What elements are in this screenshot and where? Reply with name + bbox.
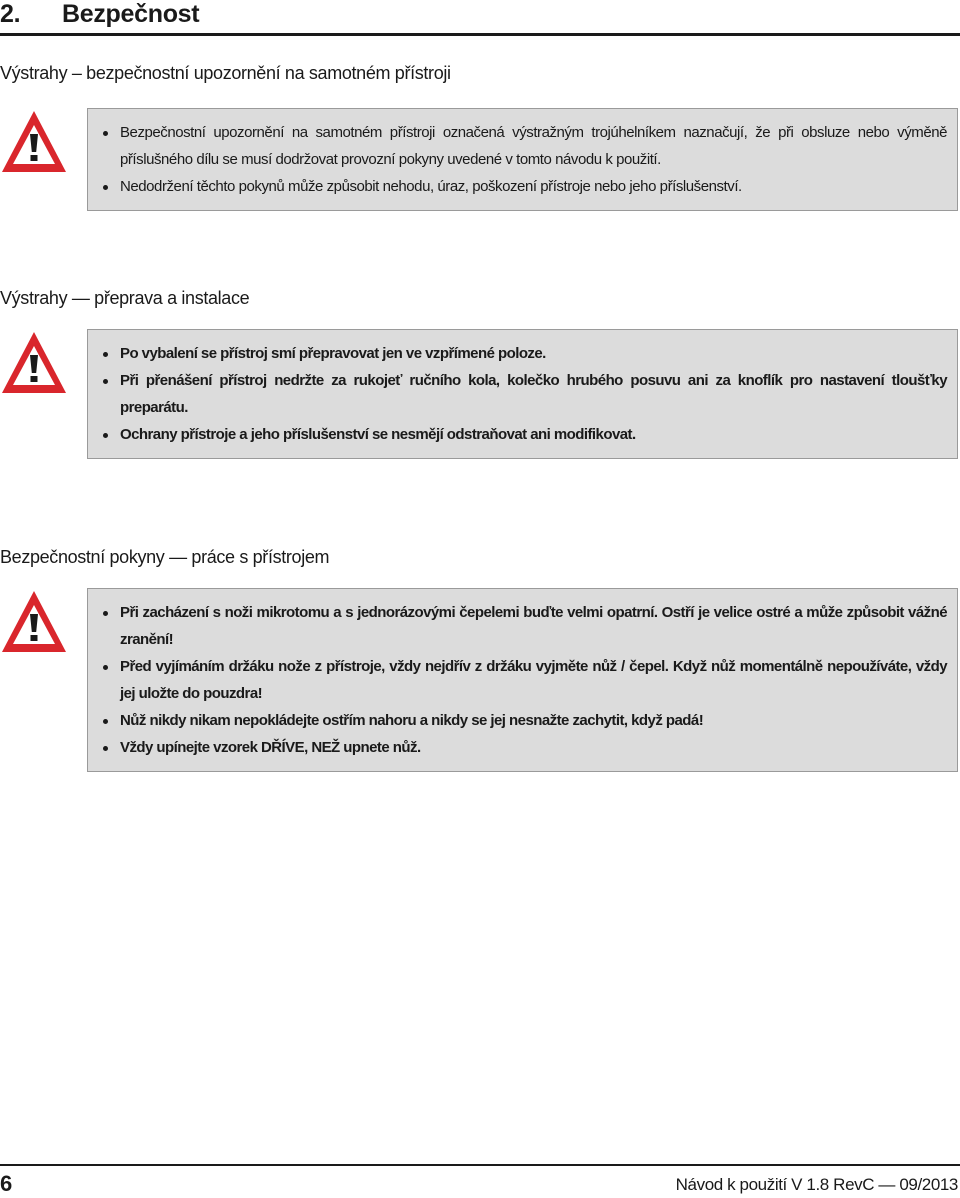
warning-list	[100, 119, 947, 200]
chapter-title-text: Bezpečnost	[62, 0, 200, 28]
warning-list	[100, 599, 947, 761]
warning-item: Bezpečnostní upozornění na samotném přístroji označená výstražným trojúhelníkem naznačují, že při obsluze nebo výměně příslušného dílu se musí dodržovat provozní pokyny uvedené v tomto návodu k použití.	[100, 119, 947, 173]
warning-item: Nedodržení těchto pokynů může způsobit nehodu, úraz, poškození přístroje nebo jeho příslušenství.	[100, 173, 947, 200]
chapter-number: 2.	[0, 0, 21, 28]
section-heading-device-warnings: Výstrahy – bezpečnostní upozornění na samotném přístroji	[0, 63, 451, 83]
warning-box-transport	[87, 329, 958, 459]
section-heading-working: Bezpečnostní pokyny — práce s přístrojem	[0, 547, 330, 567]
page-number: 6	[0, 1171, 13, 1196]
warning-triangle-icon	[0, 588, 68, 656]
chapter-title	[0, 0, 199, 28]
warning-item: Ochrany přístroje a jeho příslušenství se nesmějí odstraňovat ani modifikovat.	[100, 421, 947, 448]
section-heading-transport: Výstrahy — přeprava a instalace	[0, 288, 250, 308]
warning-item: Po vybalení se přístroj smí přepravovat jen ve vzpřímené poloze.	[100, 340, 947, 367]
footer-divider	[0, 1164, 960, 1166]
warning-item: Vždy upínejte vzorek DŘÍVE, NEŽ upnete nůž.	[100, 734, 947, 761]
warning-box-device	[87, 108, 958, 211]
chapter-divider	[0, 33, 960, 36]
warning-triangle-icon	[0, 108, 68, 176]
warning-box-working	[87, 588, 958, 772]
warning-item: Při přenášení přístroj nedržte za rukojeť ručního kola, kolečko hrubého posuvu ani za knoflík pro nastavení tloušťky preparátu.	[100, 367, 947, 421]
warning-item: Před vyjímáním držáku nože z přístroje, vždy nejdřív z držáku vyjměte nůž / čepel. Když nůž momentálně nepoužíváte, vždy jej uložte do pouzdra!	[100, 653, 947, 707]
warning-triangle-icon	[0, 329, 68, 397]
warning-item: Nůž nikdy nikam nepokládejte ostřím nahoru a nikdy se jej nesnažte zachytit, když padá!	[100, 707, 947, 734]
footer-document-info: Návod k použití V 1.8 RevC — 09/2013	[675, 1175, 958, 1194]
warning-item: Při zacházení s noži mikrotomu a s jednorázovými čepelemi buďte velmi opatrní. Ostří je velice ostré a může způsobit vážné zranění!	[100, 599, 947, 653]
warning-list	[100, 340, 947, 448]
